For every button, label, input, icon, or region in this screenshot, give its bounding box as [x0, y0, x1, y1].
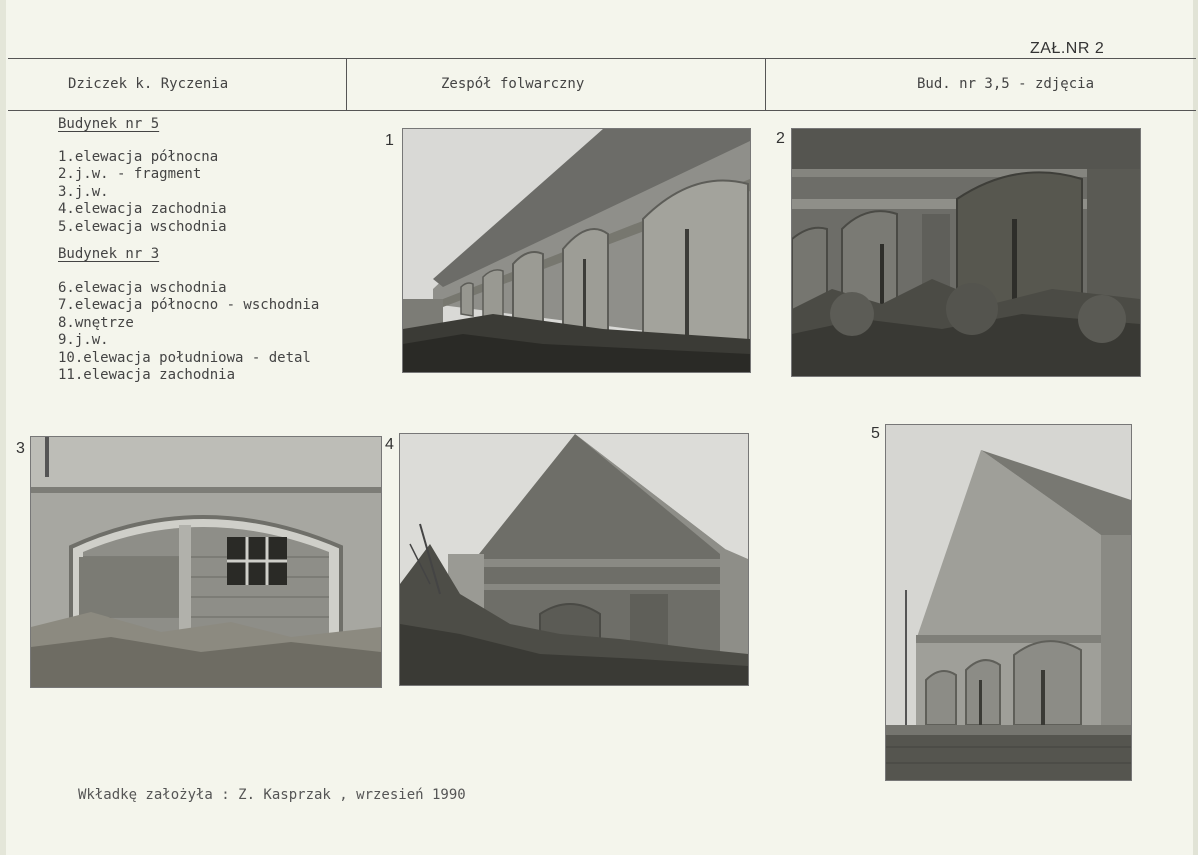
photo-1-north-elevation: [402, 128, 751, 373]
header-location: Dziczek k. Ryczenia: [68, 76, 229, 92]
list-item: 2.j.w. - fragment: [58, 166, 202, 183]
list-item: 10.elewacja południowa - detal: [58, 349, 311, 366]
photo-number-1: 1: [385, 132, 394, 149]
header-divider-2: [765, 58, 766, 110]
list-item: 9.j.w.: [58, 332, 109, 349]
photo-number-3: 3: [16, 440, 25, 457]
list-item: 3.j.w.: [58, 183, 109, 200]
photo-number-5: 5: [871, 425, 880, 442]
list-item: 11.elewacja zachodnia: [58, 367, 236, 384]
building5-list: [58, 149, 227, 236]
header-bottom-rule: [8, 110, 1196, 111]
list-item: 1.elewacja północna: [58, 149, 219, 165]
annex-label: ZAŁ.NR 2: [1030, 40, 1105, 57]
list-item: 5.elewacja wschodnia: [58, 218, 227, 235]
header-complex: Zespół folwarczny: [441, 76, 585, 92]
header-top-rule: [8, 58, 1196, 59]
list-item: 4.elewacja zachodnia: [58, 201, 227, 218]
sheet-edge-left: [0, 0, 6, 855]
photo-number-2: 2: [776, 130, 785, 147]
building3-heading: Budynek nr 3: [58, 246, 160, 262]
building5-heading: Budynek nr 5: [58, 116, 160, 132]
photo-4-west-elevation: [399, 433, 749, 686]
photo-number-4: 4: [385, 436, 394, 453]
sheet-edge-right: [1193, 0, 1198, 855]
list-item: 8.wnętrze: [58, 314, 134, 331]
photo-2-fragment: [791, 128, 1141, 377]
footer-author-note: Wkładkę założyła : Z. Kasprzak , wrzesień 1990: [78, 787, 466, 803]
header-subject: Bud. nr 3,5 - zdjęcia: [917, 76, 1095, 92]
photo-3-arched-opening: [30, 436, 382, 688]
list-item: 6.elewacja wschodnia: [58, 280, 227, 296]
photo-5-east-elevation: [885, 424, 1132, 781]
header-divider-1: [346, 58, 347, 110]
list-item: 7.elewacja północno - wschodnia: [58, 297, 320, 314]
building3-list: [58, 280, 319, 384]
